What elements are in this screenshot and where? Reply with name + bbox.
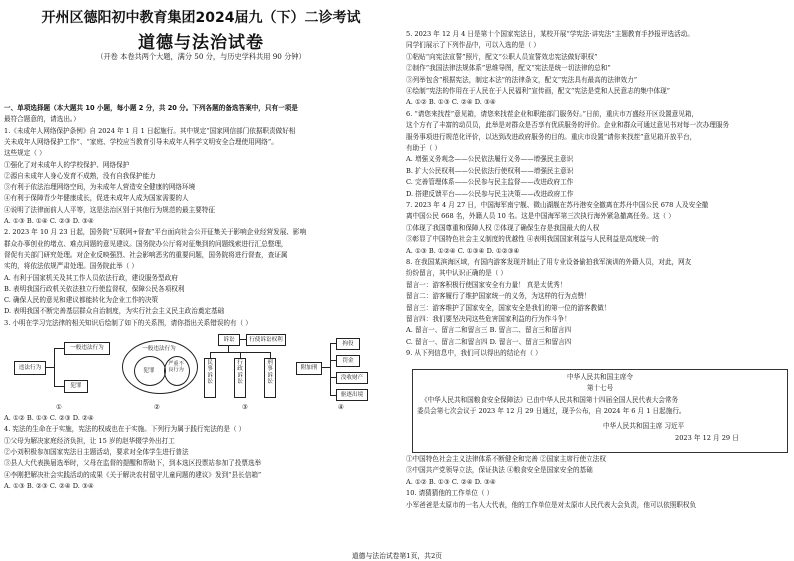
order-body-1: 《中华人民共和国粮食安全保障法》已由中华人民共和国第十四届全国人民代表大会常务 [421,396,679,404]
text-line: ①强化了对未成年人的学校保护、网络保护 [4,160,130,169]
left-column [4,0,398,548]
fig3-top-right-box: 行使诉讼权利 [246,334,286,346]
text-line: A. 增强义务观念——公民依法履行义务——增强民主意识 [406,155,574,164]
text-line: 关未成年人网络保护工作”、“家庭、学校应当教育引导未成年人科学文明安全合理使用网络”。 [4,137,278,146]
fig4-left-box: 附加刑 [296,362,322,375]
text-line: A. ①③ B. ①④ C. ②③ D. ③④ [4,217,94,225]
text-line: B. 表明我国行政机关依法独立行使监督权，保障公民各项权利 [4,284,185,293]
order-date: 2023 年 12 月 29 日 [675,434,739,442]
text-line: A. ①③ B. ②③ C. ②④ D. ③④ [4,481,94,490]
text-line: ③县人大代表换届选举时，父母在监督的提醒和帮助下，到本选区投票站参加了投票选举 [4,459,262,468]
text-line: ③有利于依法治理网络空间，为未成年人营造安全健康的网络环境 [4,183,196,192]
text-line: ③中国共产党领导立法，保证执法 ④粮食安全是国家安全的基础 [406,466,593,475]
fig3-top-box: 诉讼 [218,334,240,346]
text-line: ④绘制“宪法的作用在于人民在于人民福利”宣传画，配文“宪法是党和人民意志的集中体现” [406,87,671,95]
text-line: 同学们展示了下列作品中，可以入选的是（ ） [406,41,540,50]
fig3-item-1: 民事诉讼 [204,358,216,398]
text-line: 6. “请您来找茬”意见箱，请您来找茬企业和职能部门服务好。”日前，重庆市万盛经开区设置意见箱， [406,109,699,118]
text-line: C. 完善管理体系——公民参与民主监督——改进政府工作 [406,178,574,187]
text-line: 一、单项选择题（本大题共 10 小题，每小题 2 分，共 20 分。下列各题的备选答案中，只有一项是 [4,104,298,112]
fig1-main-box: 违法行为 [14,361,46,375]
text-line: A. 留言一、留言二和留言三 B. 留言二、留言三和留言四 [406,326,572,335]
text-line: 2. 2023 年 10 月 23 日起，国务院“互联网+督查”平台面向社会公开征集关于影响企业经营发展、影响 [4,228,307,237]
fig3-item-3: 刑事诉讼 [264,358,276,398]
text-line: ①粘贴“向宪法宣誓”照片，配文“公职人员宣誓效忠宪法做好职权” [406,52,598,61]
fig4-item-3: 没收财产 [336,372,368,384]
school-title: 开州区德阳初中教育集团2024届九（下）二诊考试 [41,10,361,26]
fig3-caption: ③ [242,403,248,411]
fig2-left-label: 犯罪 [143,368,155,374]
text-line: 督促有关部门研究处理。对企业反映强烈、社会影响恶劣的重要问题，国务院将进行督查，查证属 [4,250,288,259]
text-line: C. 留言一、留言二和留言四 D. 留言一、留言三和留言四 [406,337,572,346]
subject-title: 道德与法治试卷 [138,33,264,53]
fig4-item-1: 拘役 [336,338,360,350]
page-footer: 道德与法治试卷第1页，共2页 [351,552,443,560]
text-line: 离中国公民 668 名，外籍人员 10 名。这是中国海军第三次执行海外紧急撤离任务。这（ ） [406,212,675,221]
text-line: 留言二：游客履行了维护国家统一的义务，为这样的行为点赞！ [406,292,591,301]
text-line: 这些规定（ ） [4,149,46,158]
text-line: B. 扩大公民权利——公民依法行使权利——增强民主意识 [406,166,574,175]
text-line: 5. 2023 年 12 月 4 日是第十个国家宪法日，某校开展“学宪法·讲宪法”主题教育手抄报评选活动。 [406,30,694,38]
text-line: 4. 宪法的生命在于实施，宪法的权威也在于实施。下列行为属于践行宪法的是（ ） [4,425,246,434]
fig4-item-2: 罚金 [336,355,360,367]
text-line: 9. 从下列信息中，我们可以得出的结论有（ ） [406,349,542,358]
text-line: 3. 小明在学习完法律的相关知识后绘制了如下的关系图，请你指出关系错误的有（ ） [4,318,252,327]
order-body-2: 委员会第七次会议于 2023 年 12 月 29 日通过，现予公布，自 2024 年 6 月 1 日起施行。 [417,407,686,415]
text-line: 实的，将依法依规严肃处理。国务院此举（ ） [4,262,138,271]
text-line: ③彰显了中国特色社会主义制度的优越性 ④表明我国国家利益与人民利益是高度统一的 [406,235,659,244]
text-line: 8. 在我国某滨海区域，有国内游客发现并制止了用专业设备偷拍我军演训的外籍人员，对此，网友 [406,258,692,266]
text-line: 这个方有了丰富的动员员，此举是对群众是否享有优质服务的评价。企业和群众可通过意见书对每一次办理服务 [406,121,730,130]
fig2-outer-label: 一般违法行为 [142,346,176,352]
text-line: D. 搭建反馈平台——公民参与民主决策——改进政府工作 [406,189,574,198]
fig2-caption: ② [154,403,160,411]
fig4-item-4: 驱逐出境 [336,389,368,401]
exam-info: （开卷 本卷共两个大题，满分 50 分，与历史学科共用 90 分钟） [96,52,306,61]
text-line: ①中国特色社会主义法律体系不断健全和完善 ②国家主席行使立法权 [406,455,606,463]
text-line: ①父母为解决家庭经济负担，让 15 岁的赵华辍学外出打工 [4,436,175,445]
fig1-bottom-box: 犯罪 [64,380,88,393]
text-line: ②制作“我国法律法规体系”思维导图，配文“宪法是统一切法律的总和” [406,64,611,73]
presidential-order-box [412,369,788,453]
text-line: 留言四：我们要坚决同这些危害国家利益的行为作斗争！ [406,315,571,323]
text-line: A. ①② B. ①③ C. ②③ D. ②④ [4,414,94,422]
text-line: 小军爸爸是太原市的一名人大代表，他的工作单位是对太原市人民代表大会负责，他可以依照职权负 [406,500,697,509]
text-line: ①体现了我国尊重和保障人权 ②体现了确保生存是我国最大的人权 [406,223,600,232]
fig4-caption: ④ [338,403,344,411]
right-column [406,0,790,548]
fig2-right-label: 严重不良行为 [168,361,184,374]
text-line: ④有利于保障青少年健康成长，促进未成年人成为国家需要的人 [4,194,189,203]
text-line: 1.《未成年人网络保护条例》自 2024 年 1 月 1 日起施行。其中规定“国家网信部门依据职责做好相 [4,126,296,135]
order-signer: 中华人民共和国主席 习近平 [603,422,685,430]
fig3-item-2: 行政诉讼 [234,358,246,398]
text-line: A. ①② B. ①③ C. ②④ D. ③④ [406,477,496,486]
text-line: 最符合题意的，请选出。） [4,115,80,124]
fig1-top-box: 一般违法行为 [64,342,110,355]
text-line: 服务事项进行规范化评价，以达到改进政府服务的目的。重庆市设置“请你来找茬”意见箱开放平台， [406,132,697,141]
text-line: 7. 2023 年 4 月 27 日，中国海军南宁舰、微山湖舰在苏丹港安全撤离在苏丹中国公民 678 人及安全撤 [406,201,709,209]
fig1-caption: ① [56,403,62,411]
text-line: 有助于（ ） [406,144,442,152]
text-line: 留言三：游客维护了国家安全，国家安全是我们的第一位的游客教做！ [406,303,611,312]
text-line: A. 有利于国家机关及其工作人员依法行政，建设服务型政府 [4,273,178,282]
text-line: A. ①② B. ①③ C. ②④ D. ③④ [406,98,496,107]
text-line: C. 确保人民的意见和建议都能转化为企业工作的决策 [4,296,159,305]
text-line: D. 表明我国不断完善基层群众自治制度，为实行社会主义民主政治奠定基础 [4,307,225,316]
text-line: A. ①③ B. ①②④ C. ①③④ D. ①②③④ [406,246,520,255]
text-line: ④说明了法律面前人人平等，这是法治区别于其他行为规范的最主要特征 [4,205,215,214]
text-line: 群众办事创业的堵点、难点问题的意见建议。国务院办公厅将对征集到的问题线索进行汇总整理， [4,239,288,248]
text-line: ②小刘积极参加国家宪法日主题活动，要求对全体学生进行普法 [4,447,189,456]
text-line: ②源自未成年人身心发育不成熟，没有自我保护能力 [4,171,156,180]
order-number: 第十七号 [586,384,614,392]
order-issuer: 中华人民共和国主席令 [567,373,633,381]
text-line: ④李刚把解决社会实践活动的成果《关于解决农村留守儿童问题的建议》发到“县长信箱” [4,470,262,479]
text-line: ③列举包含“根据宪法，制定本法”的法律条文，配文“宪法具有最高的法律效力” [406,75,638,84]
text-line: 10. 请猜猜他的工作单位（ ） [406,489,494,498]
text-line: 留言一：游客积极行使国家安全有力量！ 真是太优秀！ [406,280,567,289]
text-line: 纷纷留言，其中认识正确的是（ ） [406,269,508,278]
